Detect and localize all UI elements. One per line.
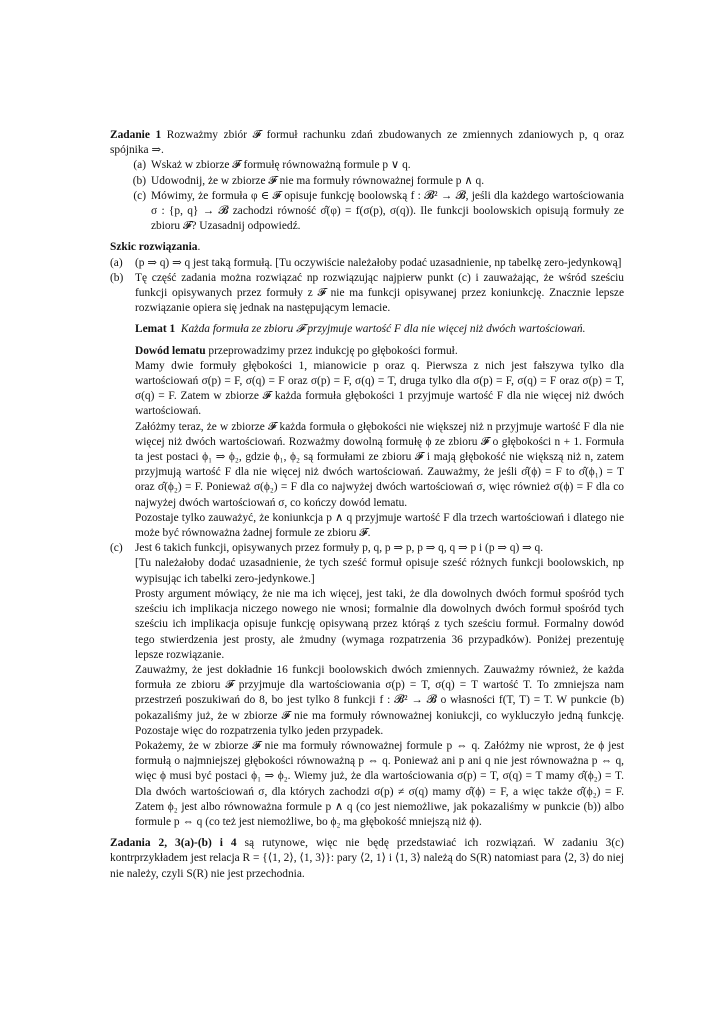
solution-c-para-4: Pokażemy, że w zbiorze 𝓕 nie ma formuły równoważnej formule p ⇔ q. Załóżmy nie wprost, że ϕ jest formułą o najmniejszej głębokości równoważną p ⇔ q. Ponieważ ani p ani q nie jest równoważna p ⇔ q, więc ϕ musi być postaci ϕ₁ ⇒ ϕ₂. Wiemy już, że dla wartościowania σ(p) = T, σ(q) = T mamy σ̂(ϕ₂) = T. Dla dwóch wartościowań σ, dla których zachodzi σ(p) ≠ σ(q) mamy σ̂(ϕ) = F, a więc także σ̂(ϕ₂) = F. Zatem ϕ₂ jest albo równoważna formule p ∧ q (co jest niemożliwe, jak pokazaliśmy w punkcie (b)) albo formule p ⇔ q (co też jest niemożliwe, bo ϕ₂ ma głębokość mniejszą niż ϕ). — [135, 739, 624, 828]
document-page — [110, 128, 624, 882]
lemma-text: Każda formuła ze zbioru 𝓕 przyjmuje wartość F dla nie więcej niż dwóch wartościowań. — [180, 323, 586, 336]
part-text: Udowodnij, że w zbiorze 𝓕 nie ma formuły równoważnej formule p ∧ q. — [151, 174, 485, 187]
proof-intro — [135, 344, 624, 359]
solution-label: (c) — [110, 542, 123, 555]
szkic-title: Szkic rozwiązania — [110, 241, 198, 254]
zadanie1-part-b — [110, 174, 624, 189]
zadanie1-title: Zadanie 1 — [110, 129, 162, 141]
part-label: (a) — [133, 159, 146, 172]
solution-a-text: (p ⇒ q) ⇒ q jest taką formułą. [Tu oczywiście należałoby podać uzasadnienie, np tabelkę zero-jedynkową] — [135, 256, 622, 269]
solution-a — [110, 256, 624, 271]
zadanie1-intro-text: Rozważmy zbiór 𝓕 formuł rachunku zdań zbudowanych ze zmiennych zdaniowych p, q oraz spójnika ⇒. — [110, 129, 624, 157]
proof-title: Dowód lematu — [135, 344, 206, 357]
solution-b — [110, 271, 624, 541]
zadanie1-part-a — [110, 158, 624, 173]
solution-c-para-2: Prosty argument mówiący, że nie ma ich więcej, jest taki, że dla dowolnych dwóch formuł spośród tych sześciu ich implikacja niczego nowego nie wnosi; formalnie dla dowolnych dwóch formuł spośród tych sześciu ich implikacja opisuje funkcję opisywaną przez którąś z tych sześciu formuł. Formalny dowód tego stwierdzenia jest prosty, ale żmudny (wymaga rozpatrzenia 36 przypadków). Poniżej prezentuję lepsze rozwiązanie. — [135, 587, 624, 661]
zadania234-title: Zadania 2, 3(a)-(b) i 4 — [110, 837, 237, 850]
solution-label: (b) — [110, 271, 124, 284]
zadania234 — [110, 836, 624, 882]
proof-para-2: Załóżmy teraz, że w zbiorze 𝓕 każda formuła o głębokości nie większej niż n przyjmuje wartość F dla nie więcej niż dwóch wartościowań. Rozważmy dowolną formułę ϕ ze zbioru 𝓕 o głębokości n + 1. Formuła ta jest postaci ϕ₁ ⇒ ϕ₂, gdzie ϕ₁, ϕ₂ są formułami ze zbioru 𝓕 i mają głębokość nie większą niż n, zatem przyjmują wartość F dla nie więcej niż dwóch wartościowań. Zauważmy, że jeśli σ̂(ϕ) = F to σ̂(ϕ₁) = T oraz σ̂(ϕ₂) = F. Ponieważ σ(ϕ₂) = F dla co najwyżej dwóch wartościowań σ, więc również σ(ϕ) = F dla co najwyżej dwóch wartościowań σ, co kończy dowód lematu. — [135, 420, 624, 509]
solution-c-para-0: Jest 6 takich funkcji, opisywanych przez formuły p, q, p ⇒ p, p ⇒ q, q ⇒ p i (p ⇒ q) ⇒ q. — [135, 542, 544, 555]
proof-para-1: Mamy dwie formuły głębokości 1, mianowicie p oraz q. Pierwsza z nich jest fałszywa tylko dla wartościowań σ(p) = F, σ(q) = F oraz σ(p) = F, σ(q) = T, druga tylko dla σ(p) = F, σ(q) = F oraz σ(p) = T, σ(q) = F. Zatem w zbiorze 𝓕 każda formuła głębokości 1 przyjmuje wartość F dla nie więcej niż dwóch wartościowań. — [135, 359, 624, 418]
part-label: (c) — [133, 189, 146, 202]
zadania234-text: są rutynowe, więc nie będę przedstawiać ich rozwiązań. W zadaniu 3(c) kontrprzykładem jest relacja R = {⟨1, 2⟩, ⟨1, 3⟩}: pary ⟨2, 1⟩ i ⟨1, 3⟩ należą do S(R) natomiast para ⟨2, 3⟩ do niej nie należy, czyli S(R) nie jest przechodnia. — [110, 837, 624, 880]
part-label: (b) — [132, 174, 146, 187]
lemma — [135, 322, 624, 337]
part-text: Wskaż w zbiorze 𝓕 formułę równoważną formule p ∨ q. — [151, 159, 411, 172]
szkic-heading — [110, 240, 624, 255]
zadanie1-intro — [110, 128, 624, 158]
lemma-title: Lemat 1 — [135, 323, 176, 336]
solution-label: (a) — [110, 256, 123, 269]
szkic-title-suffix: . — [197, 241, 201, 254]
solution-b-text: Tę część zadania można rozwiązać np rozwiązując najpierw punkt (c) i zauważając, że wśród sześciu funkcji opisywanych przez formuły z 𝓕 nie ma funkcji opisywanej przez koniunkcję. Znacznie lepsze rozwiązanie opiera się jednak na następującym lemacie. — [135, 271, 624, 315]
zadanie1-part-c — [110, 189, 624, 235]
solution-c-para-3: Zauważmy, że jest dokładnie 16 funkcji boolowskich dwóch zmiennych. Zauważmy również, że każda formuła ze zbioru 𝓕 przyjmuje dla wartościowania σ(p) = T, σ(q) = T wartość T. To zmniejsza nam przestrzeń poszukiwań do 8, bo jest tylko 8 funkcji f : 𝓑² → 𝓑 o własności f(T, T) = T. W punkcie (b) pokazaliśmy już, że w zbiorze 𝓕 nie ma formuły równoważnej koniukcji, co wykluczyło jedną funkcję. Pozostaje więc do rozpatrzenia tylko jeden przypadek. — [135, 663, 624, 737]
part-text: Mówimy, że formuła φ ∈ 𝓕 opisuje funkcję boolowską f : 𝓑² → 𝓑, jeśli dla każdego wartościowania σ : {p, q} → 𝓑 zachodzi równość σ̂(φ) = f(σ(p), σ(q)). Ile funkcji boolowskich opisują formuły ze zbioru 𝓕? Uzasadnij odpowiedź. — [151, 189, 624, 233]
proof-para-0: przeprowadzimy przez indukcję po głębokości formuł. — [208, 344, 458, 357]
proof-para-3: Pozostaje tylko zauważyć, że koniunkcja p ∧ q przyjmuje wartość F dla trzech wartościowań i dlatego nie może być równoważna żadnej formule ze zbioru 𝓕. — [135, 511, 624, 540]
solution-c — [110, 541, 624, 830]
solution-c-para-1: [Tu należałoby dodać uzasadnienie, że tych sześć formuł opisuje sześć różnych funkcji boolowskich, np wypisując ich tabelki zero-jedynkowe.] — [135, 557, 624, 585]
